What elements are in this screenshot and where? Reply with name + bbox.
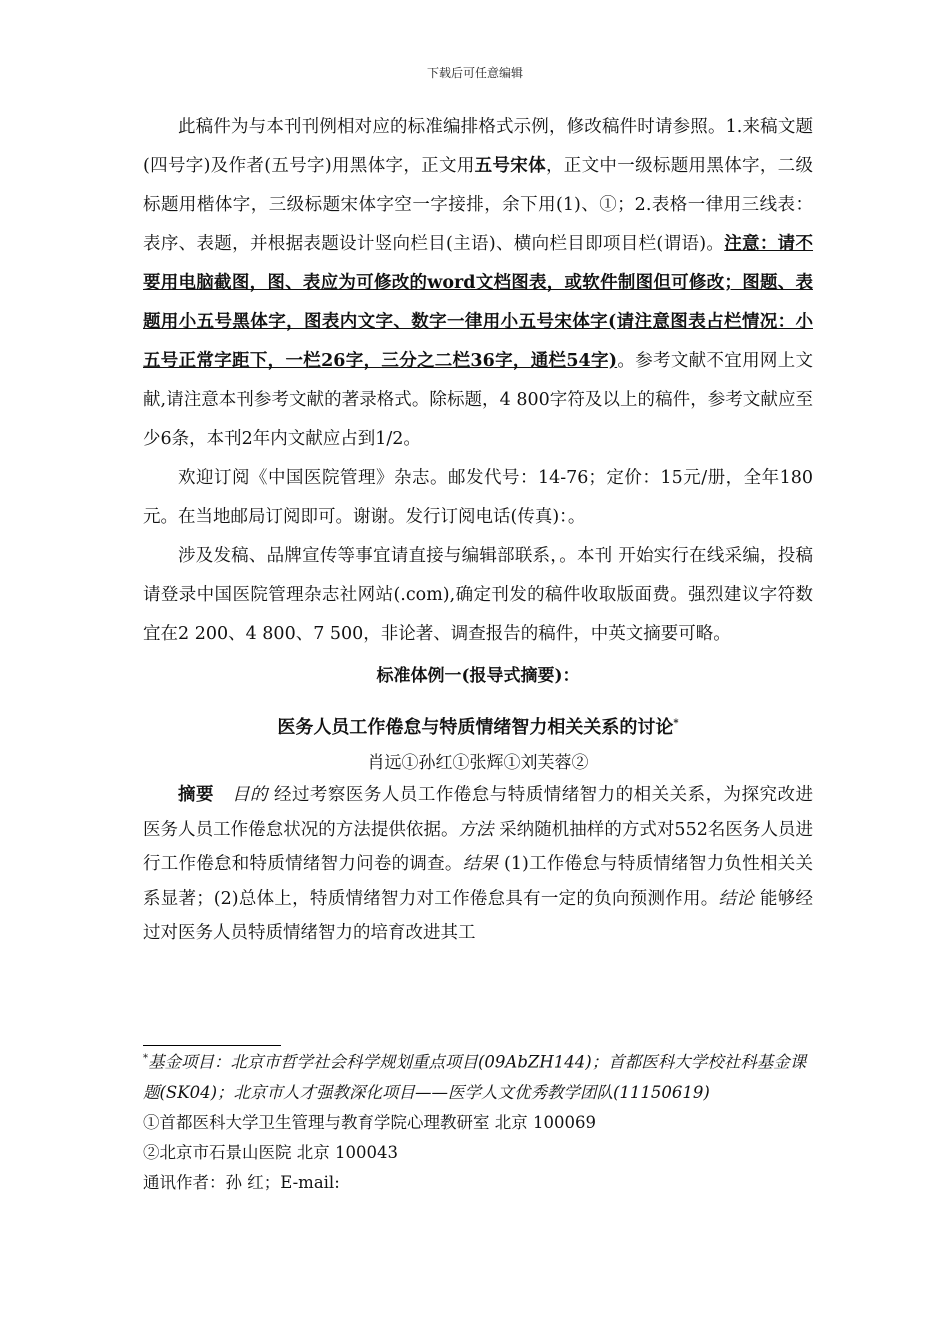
footnotes [143,1044,813,1198]
section-title: 标准体例一(报导式摘要)： [376,666,580,686]
contact-author: 通讯作者：孙 红；E-mail: [143,1172,340,1192]
fund-footnote [143,1044,813,1108]
fund-text: 基金项目：北京市哲学社会科学规划重点项目(09AbZH144)；首都医科大学校社科基金课题(SK04)；北京市人才强教深化项目——医学人文优秀教学团队(11150619) [143,1052,807,1102]
fund-mark: * [143,1053,148,1064]
article-title [143,704,813,748]
affiliation-1: ①首都医科大学卫生管理与教育学院心理教研室 北京 100069 [143,1112,596,1132]
article-authors: 肖远①孙红①张辉①刘芙蓉② [367,753,589,773]
method-text: 采纳随机抽样的方式对552名医务人员进行工作倦怠和特质情绪智力问卷的调查。 [143,819,813,874]
purpose-text: 经过考察医务人员工作倦怠与特质情绪智力的相关关系，为探究改进医务人员工作倦怠状况的方法提供依据。 [143,785,813,840]
article-abstract [143,778,813,951]
purpose-label: 目的 [231,785,268,805]
intro-text-c: 。参考文献不宜用网上文献,请注意本刊参考文献的著录格式。除标题，4 800字符及以上的稿件，参考文献应至少6条，本刊2年内文献应占到1/2。 [143,351,814,449]
affiliation-2: ②北京市石景山医院 北京 100043 [143,1142,398,1162]
article-title-text: 医务人员工作倦怠与特质情绪智力相关关系的讨论 [277,717,674,738]
article-title-mark: * [673,718,679,729]
intro-paragraph-1 [143,108,813,459]
intro-underlined-notice: 注意：请不要用电脑截图，图、表应为可修改的word文档图表，或软件制图但可修改；图题、表题用小五号黑体字，图表内文字、数字一律用小五号宋体字(请注意图表占栏情况：小五号正常字距下，一栏26字，三分之二栏36字，通栏54字) [143,234,814,371]
method-label: 方法 [458,819,494,840]
intro-text-a: 此稿件为与本刊刊例相对应的标准编排格式示例，修改稿件时请参照。1.来稿文题(四号字)及作者(五号字)用黑体字，正文用 [143,117,813,176]
page-header: 下载后可任意编辑 [426,66,523,80]
abstract-label: 摘要 [178,785,214,805]
intro-paragraph-3: 涉及发稿、品牌宣传等事宜请直接与编辑部联系，。本刊 开始实行在线采编，投稿请登录中国医院管理杂志社网站(.com),确定刊发的稿件收取版面费。强烈建议字符数宜在2 200、4 800、7 500，非论著、调查报告的稿件，中英文摘要可略。 [143,546,813,644]
intro-bold-font: 五号宋体 [474,156,546,176]
conclusion-label: 结论 [718,888,755,909]
result-label: 结果 [462,854,499,874]
intro-text-b: ，正文中一级标题用黑体字，二级标题用楷体字，三级标题宋体字空一字接排，余下用(1)、①；2.表格一律用三线表：表序、表题，并根据表题设计竖向栏目(主语)、横向栏目即项目栏(谓语)。 [143,156,814,254]
main-content [143,108,813,951]
result-text: (1)工作倦怠与特质情绪智力负性相关关系显著；(2)总体上，特质情绪智力对工作倦怠具有一定的负向预测作用。 [143,854,813,909]
intro-paragraph-2: 欢迎订阅《中国医院管理》杂志。邮发代号：14-76；定价：15元/册，全年180元。在当地邮局订阅即可。谢谢。发行订阅电话(传真)：。 [143,468,813,527]
conclusion-text: 能够经过对医务人员特质情绪智力的培育改进其工 [143,888,814,943]
